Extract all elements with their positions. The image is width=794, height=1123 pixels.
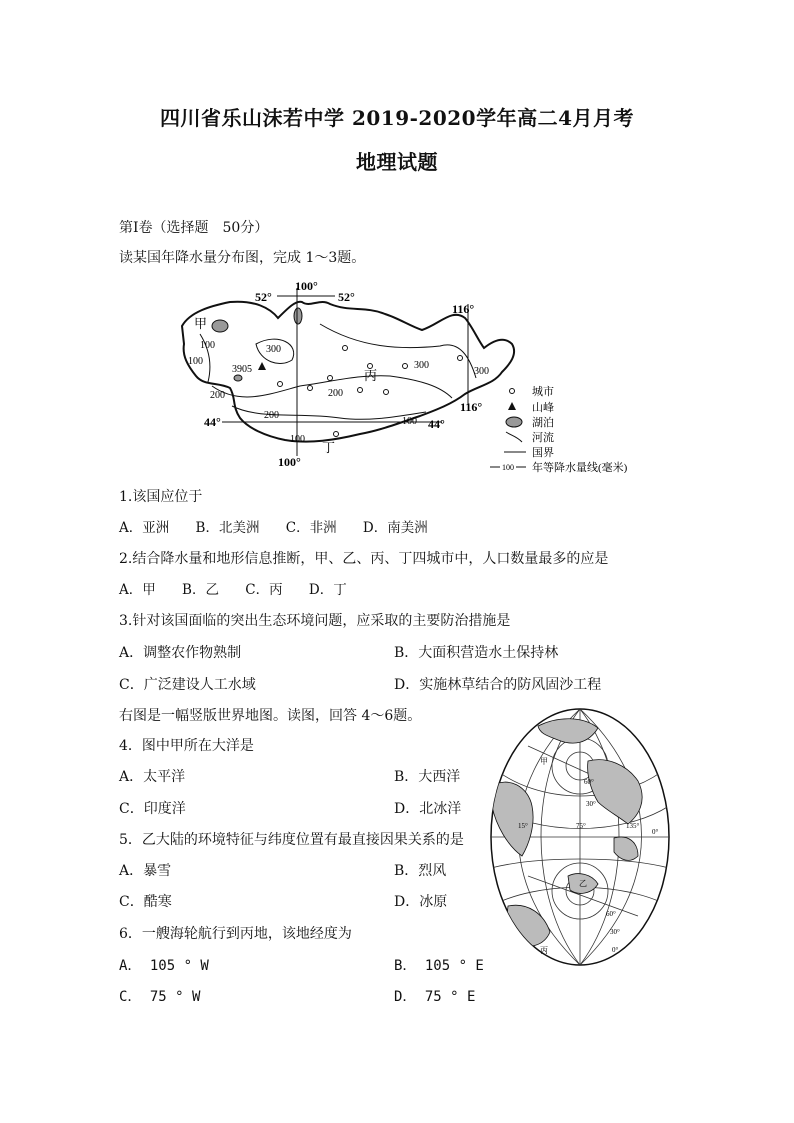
city-icon — [334, 432, 339, 437]
peak-icon — [258, 362, 266, 370]
option[interactable]: B．乙 — [182, 582, 219, 598]
option[interactable]: D．南美洲 — [362, 520, 428, 536]
svg-text:200: 200 — [328, 388, 343, 399]
option[interactable]: A．暴雪 — [119, 863, 172, 879]
option[interactable]: D．北冰洋 — [394, 801, 462, 817]
question-2-stem: 2.结合降水量和地形信息推断，甲、乙、丙、丁四城市中，人口数量最多的应是 — [119, 551, 609, 567]
option[interactable]: C．印度洋 — [119, 801, 186, 817]
option[interactable]: D．冰原 — [394, 894, 448, 910]
svg-text:44°: 44° — [428, 417, 445, 431]
page-title: 四川省乐山沫若中学 2019-2020学年高二4月月考 — [159, 106, 634, 130]
map-legend — [490, 385, 628, 473]
svg-text:100: 100 — [188, 356, 203, 367]
section-header: 第Ⅰ卷（选择题 50分） — [119, 220, 269, 236]
svg-text:300: 300 — [266, 344, 281, 355]
svg-text:100: 100 — [402, 416, 417, 427]
question-1-stem: 1.该国应位于 — [119, 489, 203, 505]
city-icon — [358, 388, 363, 393]
option[interactable]: D．丁 — [308, 582, 347, 598]
option[interactable]: B．大西洋 — [394, 769, 461, 785]
svg-text:30°: 30° — [610, 928, 620, 936]
page-subtitle: 地理试题 — [356, 150, 438, 174]
svg-text:200: 200 — [264, 410, 279, 421]
option[interactable]: C．丙 — [245, 582, 283, 598]
city-icon — [328, 376, 333, 381]
option[interactable]: B．烈风 — [394, 863, 447, 879]
svg-text:52°: 52° — [338, 290, 355, 304]
question-3-stem: 3.针对该国面临的突出生态环境问题，应采取的主要防治措施是 — [119, 613, 511, 629]
svg-text:乙: 乙 — [579, 879, 587, 888]
svg-text:100: 100 — [200, 340, 215, 351]
precipitation-map — [160, 278, 640, 473]
intro-text-2: 右图是一幅竖版世界地图。读图，回答 4～6题。 — [119, 708, 422, 724]
svg-text:116°: 116° — [460, 400, 483, 414]
intro-text-1: 读某国年降水量分布图，完成 1～3题。 — [119, 250, 366, 266]
svg-text:300: 300 — [474, 366, 489, 377]
svg-text:75°: 75° — [576, 822, 586, 830]
lake-icon — [212, 320, 228, 332]
city-icon — [403, 364, 408, 369]
option[interactable]: A．甲 — [119, 582, 156, 598]
option[interactable]: D． 75 ° E — [394, 989, 476, 1005]
world-map-vertical — [488, 706, 672, 968]
option[interactable]: A．调整农作物熟制 — [119, 645, 242, 661]
lake-icon — [294, 308, 302, 324]
question-2-options — [119, 581, 369, 599]
option[interactable]: B． 105 ° E — [394, 958, 484, 974]
svg-text:湖泊: 湖泊 — [532, 417, 554, 429]
lake-icon — [234, 375, 242, 381]
svg-text:0°: 0° — [652, 828, 659, 836]
svg-text:15°: 15° — [518, 822, 528, 830]
question-6-stem: 6．一艘海轮航行到丙地，该地经度为 — [119, 926, 352, 942]
question-1-options — [119, 519, 450, 537]
svg-text:城市: 城市 — [532, 386, 554, 398]
svg-text:300: 300 — [414, 360, 429, 371]
svg-text:44°: 44° — [204, 415, 221, 429]
svg-text:52°: 52° — [255, 290, 272, 304]
svg-text:国界: 国界 — [532, 447, 554, 459]
question-5-stem: 5．乙大陆的环境特征与纬度位置有最直接因果关系的是 — [119, 832, 464, 848]
svg-text:116°: 116° — [452, 302, 475, 316]
svg-text:丁: 丁 — [322, 440, 336, 455]
svg-text:135°: 135° — [626, 822, 640, 830]
svg-text:100: 100 — [502, 463, 514, 472]
option[interactable]: B．北美洲 — [195, 520, 260, 536]
svg-text:河流: 河流 — [532, 432, 554, 444]
option[interactable]: A． 105 ° W — [119, 958, 209, 974]
svg-text:100°: 100° — [278, 455, 301, 469]
svg-text:100: 100 — [290, 434, 305, 445]
city-icon — [343, 346, 348, 351]
city-icon — [278, 382, 283, 387]
svg-text:60°: 60° — [606, 910, 616, 918]
svg-text:3905: 3905 — [232, 364, 252, 375]
svg-text:60°: 60° — [584, 778, 594, 786]
option[interactable]: A．亚洲 — [119, 520, 170, 536]
option[interactable]: C．酷寒 — [119, 894, 172, 910]
option[interactable]: B．大面积营造水土保持林 — [394, 645, 559, 661]
svg-text:丙: 丙 — [540, 946, 548, 955]
option[interactable]: D．实施林草结合的防风固沙工程 — [394, 677, 602, 693]
question-4-stem: 4．图中甲所在大洋是 — [119, 738, 254, 754]
city-icon — [308, 386, 313, 391]
option[interactable]: C．非洲 — [285, 520, 337, 536]
svg-text:200: 200 — [210, 390, 225, 401]
svg-text:100°: 100° — [295, 279, 318, 293]
option[interactable]: C． 75 ° W — [119, 989, 201, 1005]
city-icon — [384, 390, 389, 395]
option[interactable]: A．太平洋 — [119, 769, 186, 785]
city-icon — [458, 356, 463, 361]
svg-text:0°: 0° — [612, 946, 619, 954]
svg-text:甲: 甲 — [194, 316, 208, 331]
svg-text:丙: 丙 — [364, 368, 378, 383]
option[interactable]: C．广泛建设人工水域 — [119, 677, 256, 693]
svg-text:30°: 30° — [586, 800, 596, 808]
svg-text:甲: 甲 — [540, 757, 548, 766]
svg-text:山峰: 山峰 — [532, 402, 554, 414]
svg-text:年等降水量线(毫米): 年等降水量线(毫米) — [532, 462, 628, 473]
